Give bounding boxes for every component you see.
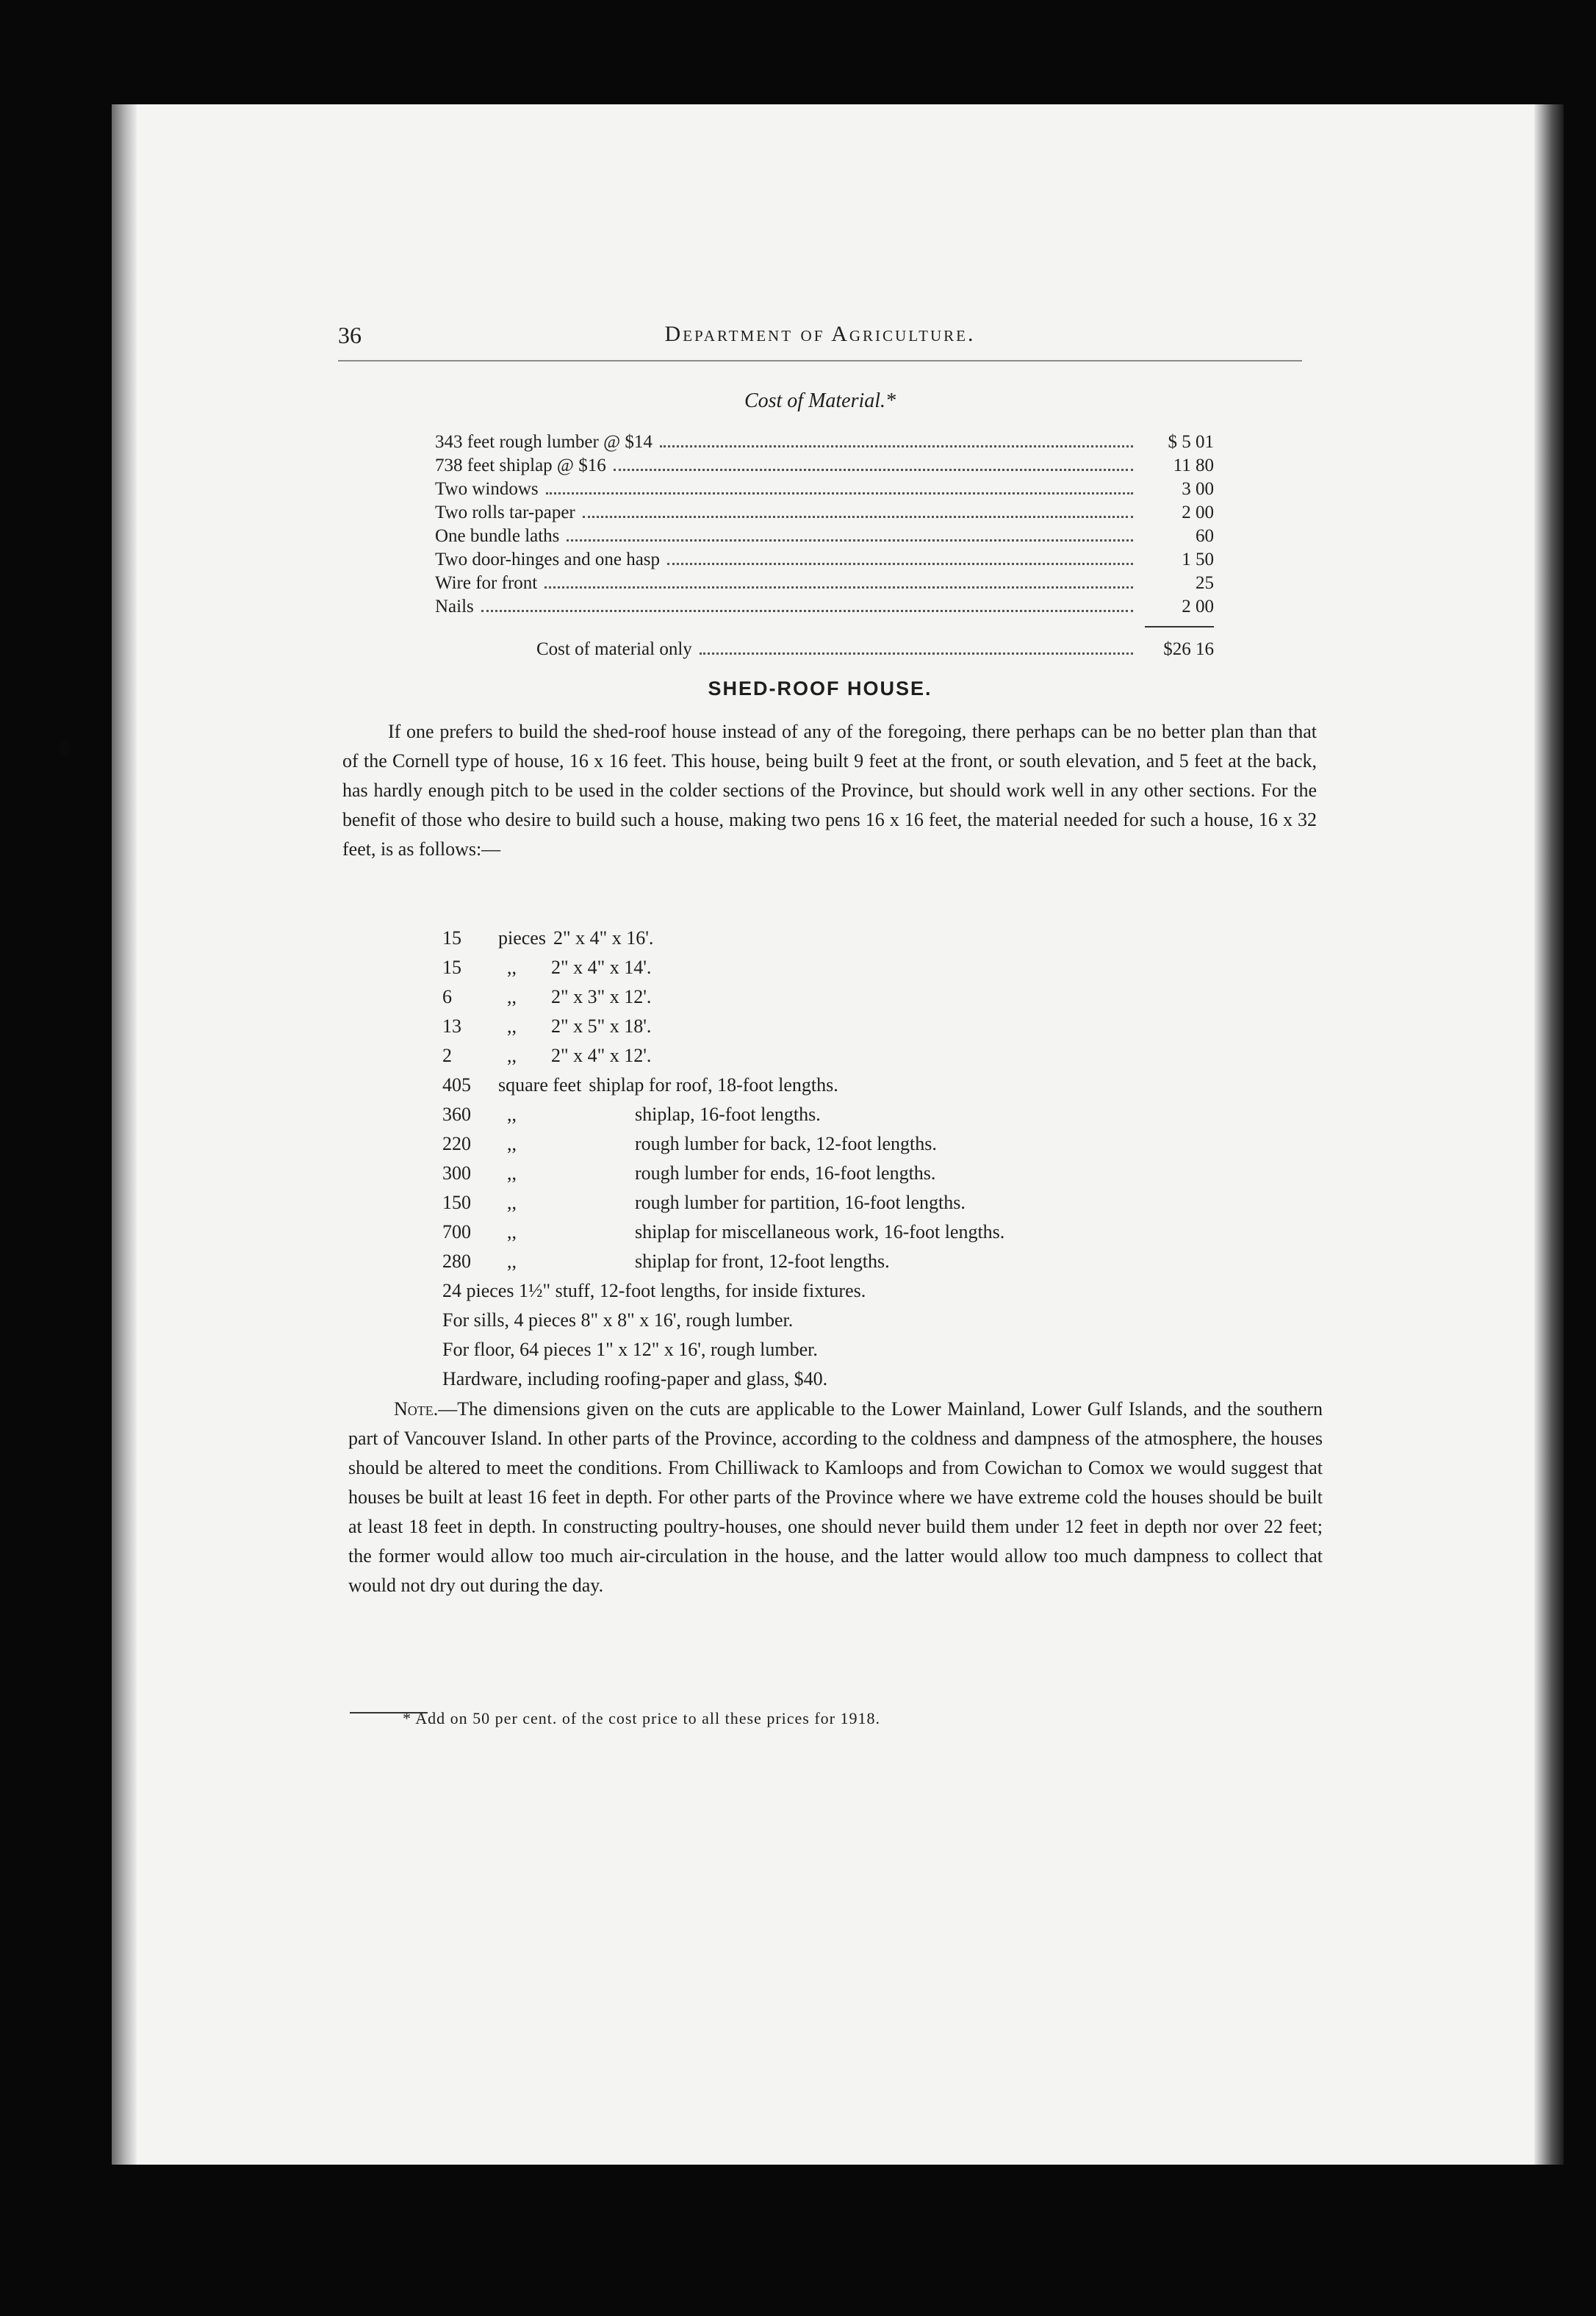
page-right-edge (1534, 104, 1564, 2165)
material-qty: 700 (442, 1221, 471, 1242)
material-line (442, 927, 1004, 957)
material-qty: 300 (442, 1162, 471, 1184)
material-desc: shiplap for roof, 18-foot lengths. (589, 1074, 838, 1096)
cost-item-amount: 2 00 (1182, 503, 1214, 522)
total-rule (1145, 626, 1214, 627)
cost-total-label: Cost of material only (536, 639, 692, 659)
material-qty: 15 (442, 927, 461, 949)
cost-item (435, 500, 1214, 523)
material-line (442, 1192, 1004, 1221)
leader-dots (546, 492, 1133, 495)
ditto-mark: ,, (507, 1104, 517, 1125)
materials-list (442, 927, 1004, 1398)
cost-total-amount: $26 16 (1163, 639, 1214, 659)
cost-of-material-title: Cost of Material.* (744, 389, 896, 412)
material-line (442, 1133, 1004, 1162)
material-desc: shiplap for miscellaneous work, 16-foot lengths. (635, 1221, 1005, 1242)
material-desc: 2" x 4" x 12'. (551, 1045, 652, 1066)
cost-item (435, 476, 1214, 500)
ditto-mark: ,, (507, 1133, 517, 1154)
ditto-mark: ,, (507, 1251, 517, 1272)
scan-speck (60, 741, 71, 755)
cost-item-amount: 2 00 (1182, 597, 1214, 616)
page-left-edge (112, 104, 137, 2165)
page-header (338, 322, 1302, 362)
cost-item-label: Two windows (435, 479, 539, 499)
cost-item-amount: 3 00 (1182, 479, 1214, 499)
material-line (442, 1162, 1004, 1192)
note-text: —The dimensions given on the cuts are applicable to the Lower Mainland, Lower Gulf Islands, and the southern part of Vancouver Island. In other parts of the Province, according to the coldness and dampness of the atmosphere, the houses should be altered to meet the conditions. From Chilliwack to Kamloops and from Cowichan to Comox we would suggest that houses be built at least 16 feet in depth. For other parts of the Province where we have extreme cold the houses should be built at least 18 feet in depth. In constructing poultry-houses, one should never build them under 12 feet in depth nor over 22 feet; the former would allow too much air-circulation in the house, and the latter would allow too much dampness to collect that would not dry out during the day. (348, 1398, 1323, 1596)
material-desc: shiplap, 16-foot lengths. (635, 1104, 821, 1125)
cost-item-amount: 1 50 (1182, 550, 1214, 569)
material-desc: 2" x 4" x 14'. (551, 957, 652, 978)
leader-dots (614, 469, 1133, 471)
leader-dots (660, 445, 1133, 447)
cost-item-amount: 60 (1196, 526, 1214, 546)
footnote: * Add on 50 per cent. of the cost price to all these prices for 1918. (403, 1709, 881, 1727)
material-desc: 2" x 4" x 16'. (553, 927, 654, 949)
ditto-mark: ,, (507, 1221, 517, 1242)
material-line: Hardware, including roofing-paper and glass, $40. (442, 1368, 828, 1389)
cost-items-list (435, 429, 1214, 617)
material-qty: 360 (442, 1104, 471, 1125)
material-qty: 150 (442, 1192, 471, 1213)
cost-item-amount: $ 5 01 (1168, 432, 1214, 452)
note-lead: Note. (394, 1398, 439, 1420)
ditto-mark: ,, (507, 1015, 517, 1037)
cost-item (435, 547, 1214, 570)
material-line: 24 pieces 1½" stuff, 12-foot lengths, for inside fixtures. (442, 1280, 866, 1301)
material-line (442, 957, 1004, 986)
material-qty: 13 (442, 1015, 461, 1037)
material-line (442, 1221, 1004, 1251)
leader-dots (700, 652, 1133, 655)
ditto-mark: ,, (507, 957, 517, 978)
material-qty: 220 (442, 1133, 471, 1154)
material-unit: pieces (498, 927, 546, 949)
intro-paragraph: If one prefers to build the shed-roof house instead of any of the foregoing, there perhaps can be no better plan than that of the Cornell type of house, 16 x 16 feet. This house, being built 9 feet at the front, or south elevation, and 5 feet at the back, has hardly enough pitch to be used in the colder sections of the Province, but should work well in any other sections. For the benefit of those who desire to build such a house, making two pens 16 x 16 feet, the material needed for such a house, 16 x 32 feet, is as follows:— (342, 721, 1317, 860)
note-paragraph (348, 1395, 1323, 1600)
cost-item-label: Nails (435, 597, 474, 616)
material-qty: 15 (442, 957, 461, 978)
cost-item-label: Two door-hinges and one hasp (435, 550, 661, 569)
cost-item (435, 570, 1214, 594)
material-unit: square feet (498, 1074, 582, 1096)
material-desc: rough lumber for ends, 16-foot lengths. (635, 1162, 936, 1184)
ditto-mark: ,, (507, 1192, 517, 1213)
cost-item-label: 343 feet rough lumber @ $14 (435, 432, 653, 452)
material-line (442, 1251, 1004, 1280)
material-line: For floor, 64 pieces 1" x 12" x 16', rough lumber. (442, 1339, 818, 1360)
material-line (442, 1015, 1004, 1045)
leader-dots (481, 610, 1133, 612)
leader-dots (583, 516, 1133, 518)
material-desc: rough lumber for back, 12-foot lengths. (635, 1133, 937, 1154)
material-line (442, 1045, 1004, 1074)
ditto-mark: ,, (507, 1045, 517, 1066)
cost-total (536, 636, 1214, 660)
ditto-mark: ,, (507, 986, 517, 1007)
material-desc: rough lumber for partition, 16-foot lengths. (635, 1192, 966, 1213)
material-desc: 2" x 5" x 18'. (551, 1015, 652, 1037)
cost-item-label: Wire for front (435, 573, 538, 593)
leader-dots (567, 539, 1133, 542)
section-title: SHED-ROOF HOUSE. (708, 677, 932, 700)
cost-item (435, 523, 1214, 547)
cost-item-label: Two rolls tar-paper (435, 503, 575, 522)
cost-item-label: 738 feet shiplap @ $16 (435, 456, 606, 475)
running-head: Department of Agriculture. (664, 322, 976, 346)
leader-dots (667, 563, 1133, 565)
ditto-mark: ,, (507, 1162, 517, 1184)
cost-item (435, 594, 1214, 617)
material-desc: 2" x 3" x 12'. (551, 986, 652, 1007)
material-desc: shiplap for front, 12-foot lengths. (635, 1251, 890, 1272)
cost-item (435, 453, 1214, 476)
material-qty: 405 (442, 1074, 471, 1096)
leader-dots (544, 586, 1133, 589)
cost-item-amount: 25 (1196, 573, 1214, 593)
material-qty: 280 (442, 1251, 471, 1272)
material-qty: 2 (442, 1045, 452, 1066)
material-qty: 6 (442, 986, 452, 1007)
material-line (442, 1104, 1004, 1133)
cost-item (435, 429, 1214, 453)
cost-item-label: One bundle laths (435, 526, 560, 546)
material-line: For sills, 4 pieces 8" x 8" x 16', rough lumber. (442, 1309, 794, 1331)
material-line (442, 986, 1004, 1015)
material-line (442, 1074, 1004, 1104)
cost-item-amount: 11 80 (1173, 456, 1214, 475)
page-number: 36 (338, 322, 362, 348)
